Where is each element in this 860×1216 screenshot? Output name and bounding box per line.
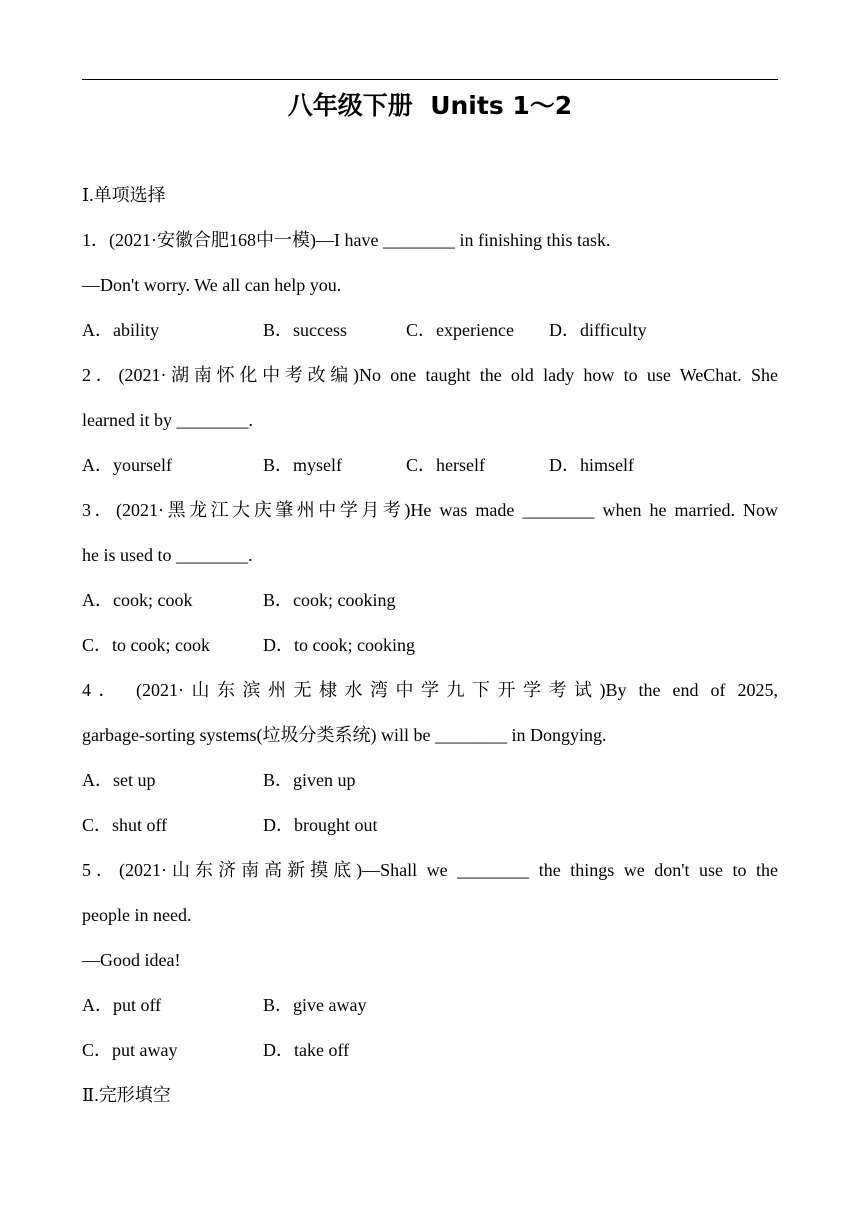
question-4-option-c: C．shut off <box>82 815 168 835</box>
question-2-option-b: B．myself <box>263 455 342 475</box>
question-2-option-a: A．yourself <box>82 455 172 475</box>
question-5-option-d: D．take off <box>263 1040 350 1060</box>
question-4-option-d: D．brought out <box>263 815 378 835</box>
question-3-stem-continued: he is used to ________. <box>82 545 253 565</box>
question-1-option-d: D．difficulty <box>549 320 647 340</box>
question-3-option-c: C．to cook; cook <box>82 635 210 655</box>
question-5-option-b: B．give away <box>263 995 367 1015</box>
question-5-option-c: C．put away <box>82 1040 178 1060</box>
question-1-option-b: B．success <box>263 320 347 340</box>
section-heading-cloze: Ⅱ.完形填空 <box>82 1085 171 1105</box>
question-1-reply: —Don't worry. We all can help you. <box>82 275 342 295</box>
question-5-option-a: A．put off <box>82 995 162 1015</box>
question-3-option-d: D．to cook; cooking <box>263 635 415 655</box>
question-4-stem: 4． (2021·山东滨州无棣水湾中学九下开学考试)By the end of 2025, <box>82 680 778 700</box>
question-4-option-a: A．set up <box>82 770 156 790</box>
question-3-option-a: A．cook; cook <box>82 590 193 610</box>
question-2-stem-continued: learned it by ________. <box>82 410 253 430</box>
question-3-option-b: B．cook; cooking <box>263 590 396 610</box>
question-3-stem: 3．(2021·黑龙江大庆肇州中学月考)He was made ________ when he married. Now <box>82 500 778 520</box>
question-4-stem-continued: garbage-sorting systems(垃圾分类系统) will be ________ in Dongying. <box>82 725 607 745</box>
question-4-option-b: B．given up <box>263 770 356 790</box>
question-1-stem: 1．(2021·安徽合肥168中一模)—I have ________ in finishing this task. <box>82 230 611 250</box>
question-2-stem: 2．(2021·湖南怀化中考改编)No one taught the old lady how to use WeChat. She <box>82 365 778 385</box>
section-heading-single-choice: Ⅰ.单项选择 <box>82 185 166 205</box>
question-5-reply: —Good idea! <box>82 950 181 970</box>
question-2-option-d: D．himself <box>549 455 634 475</box>
header-rule <box>82 79 778 80</box>
question-1-option-a: A．ability <box>82 320 159 340</box>
page-title: 八年级下册 Units 1～2 <box>287 91 573 120</box>
question-5-stem: 5．(2021·山东济南高新摸底)—Shall we ________ the things we don't use to the <box>82 860 778 880</box>
question-2-option-c: C．herself <box>406 455 485 475</box>
question-5-stem-continued: people in need. <box>82 905 192 925</box>
question-1-option-c: C．experience <box>406 320 514 340</box>
